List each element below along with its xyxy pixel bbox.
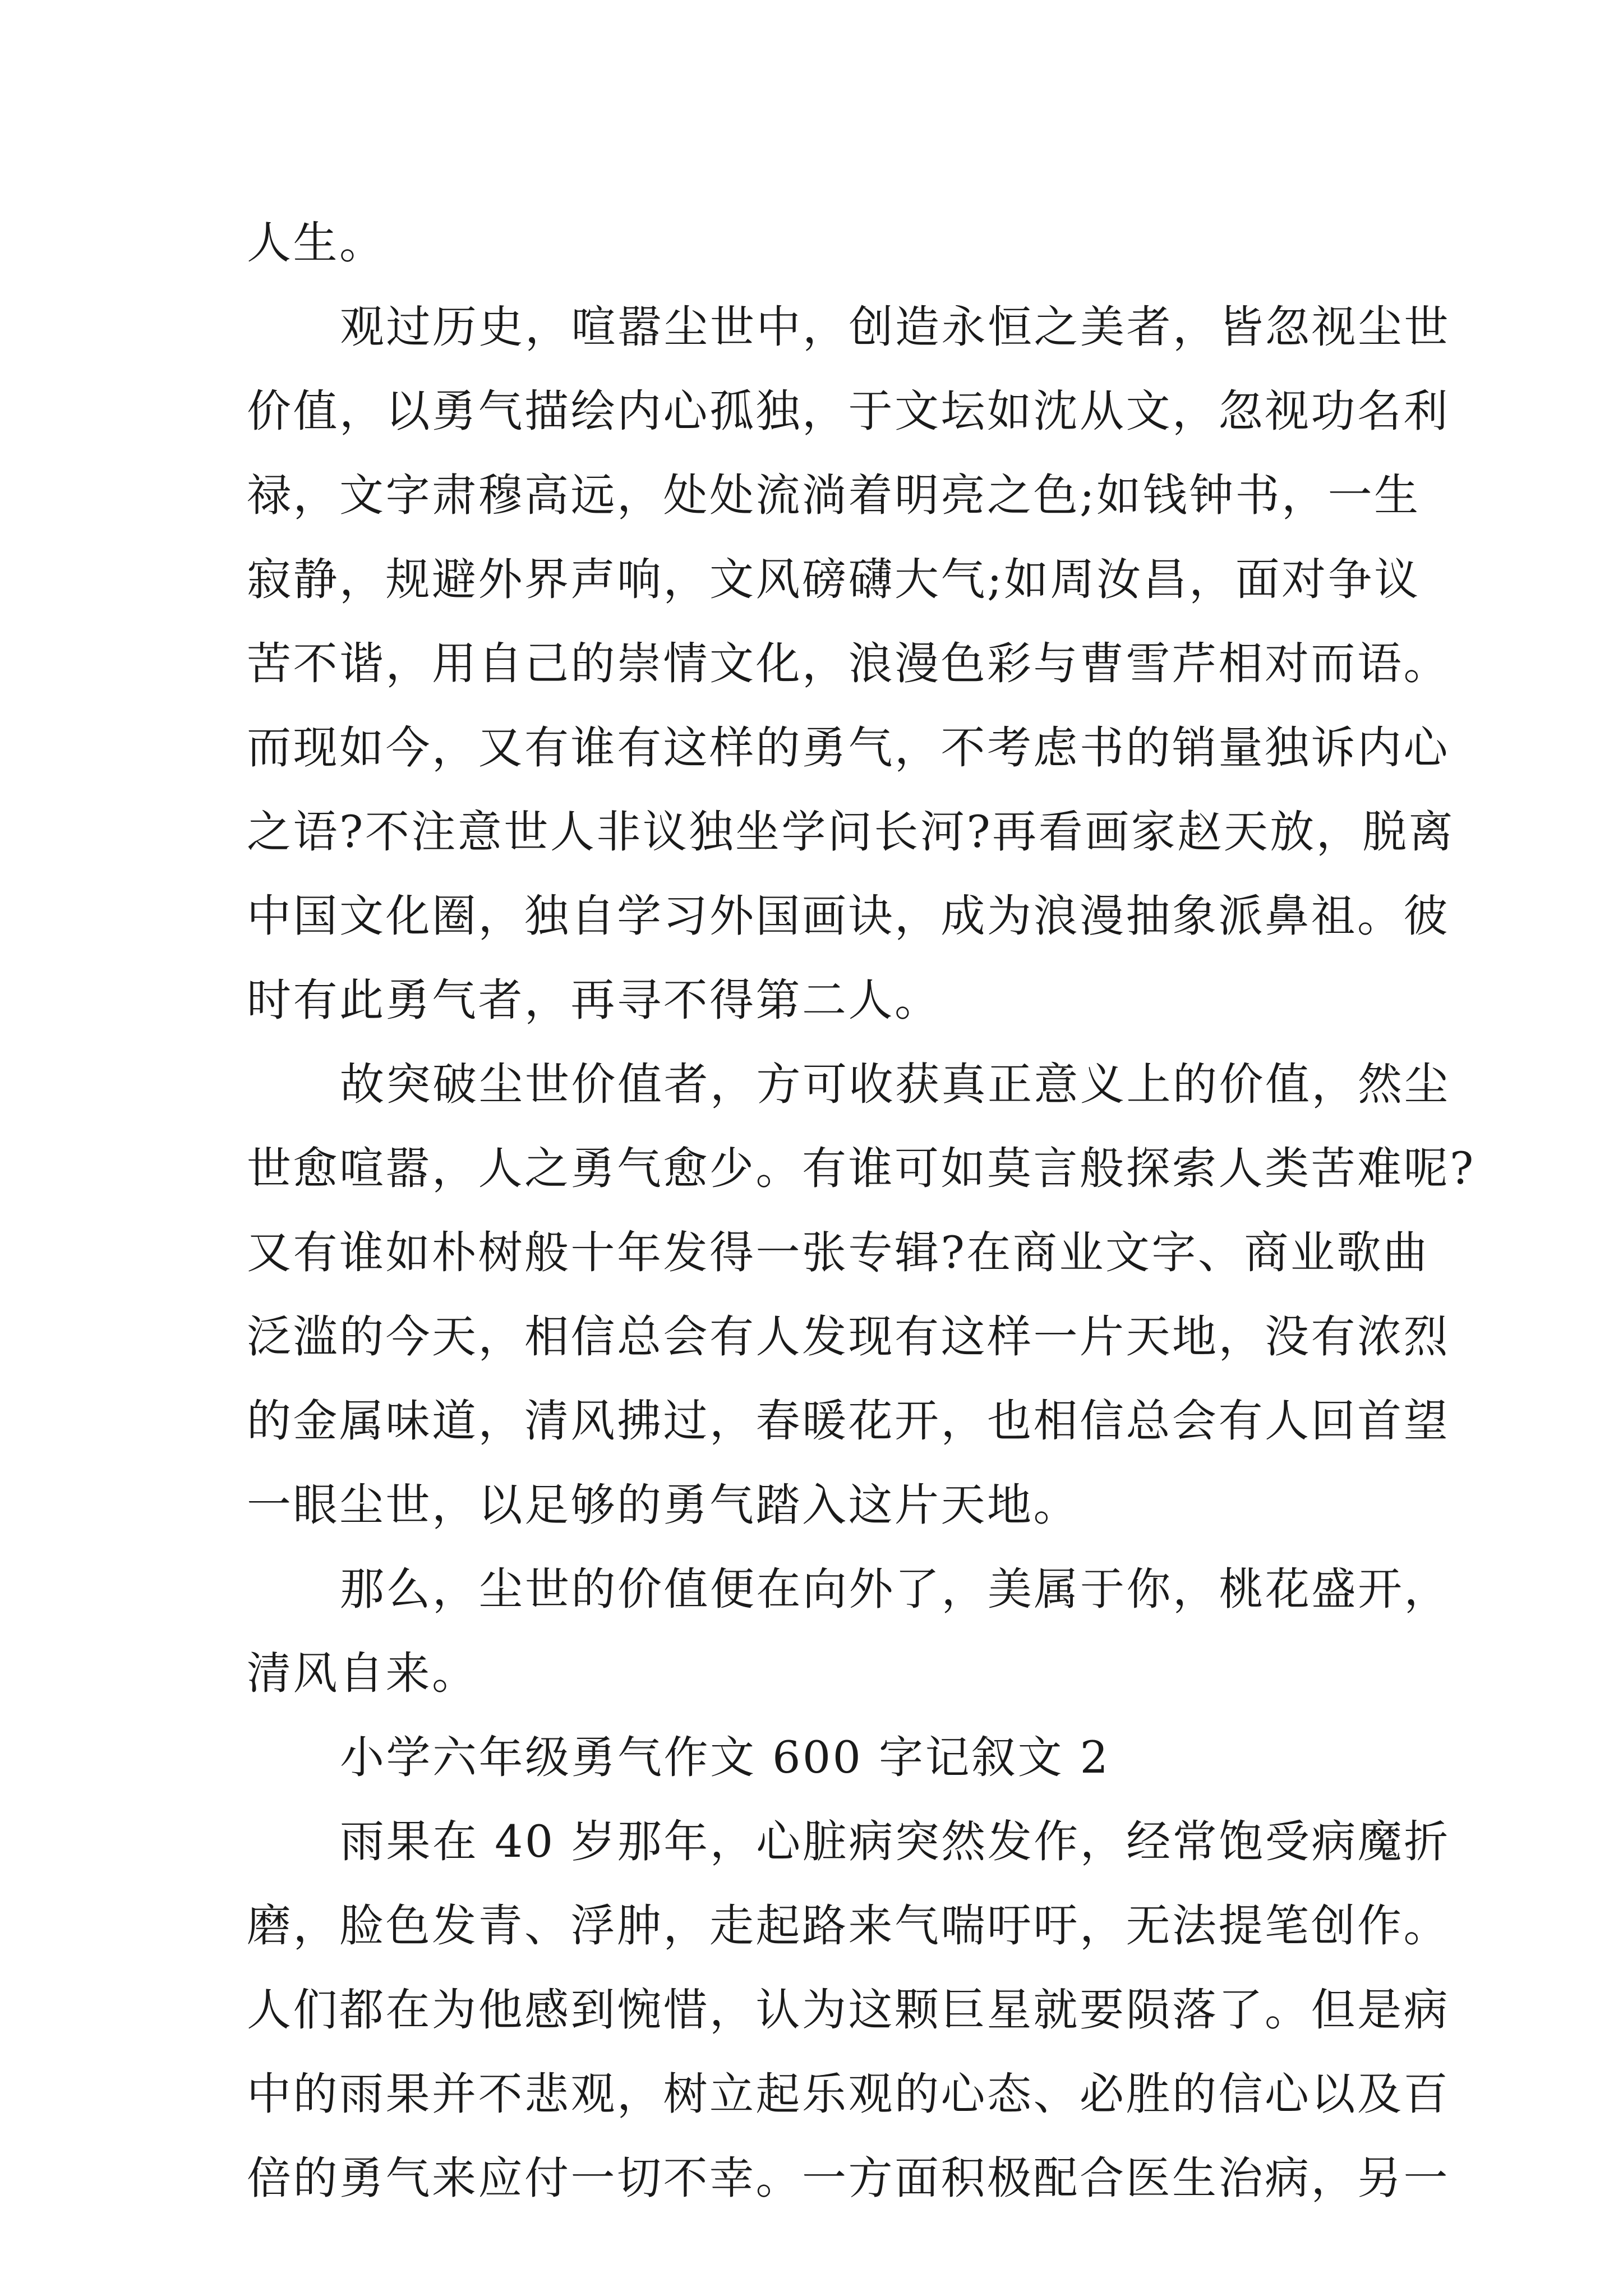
text-line: 苦不谐，用自己的崇情文化，浪漫色彩与曹雪芹相对而语。 xyxy=(247,638,1450,689)
text-line: 泛滥的今天，相信总会有人发现有这样一片天地，没有浓烈 xyxy=(247,1311,1450,1363)
text-line: 世愈喧嚣，人之勇气愈少。有谁可如莫言般探索人类苦难呢? xyxy=(247,1143,1476,1194)
text-line: 磨，脸色发青、浮肿，走起路来气喘吁吁，无法提笔创作。 xyxy=(247,1900,1450,1952)
text-line: 人生。 xyxy=(247,217,386,269)
text-line: 价值，以勇气描绘内心孤独，于文坛如沈从文，忽视功名利 xyxy=(247,385,1450,437)
paragraph-start-line: 那么，尘世的价值便在向外了，美属于你，桃花盛开， xyxy=(340,1563,1450,1615)
text-line: 的金属味道，清风拂过，春暖花开，也相信总会有人回首望 xyxy=(247,1395,1450,1447)
text-line: 一眼尘世，以足够的勇气踏入这片天地。 xyxy=(247,1479,1080,1531)
paragraph-start-line: 雨果在 40 岁那年，心脏病突然发作，经常饱受病魔折 xyxy=(340,1816,1450,1867)
document-body xyxy=(247,201,1476,2220)
text-line: 人们都在为他感到惋惜，认为这颗巨星就要陨落了。但是病 xyxy=(247,1984,1450,2036)
text-line: 而现如今，又有谁有这样的勇气，不考虑书的销量独诉内心 xyxy=(247,722,1450,774)
text-line: 中国文化圈，独自学习外国画诀，成为浪漫抽象派鼻祖。彼 xyxy=(247,890,1450,942)
text-line: 寂静，规避外界声响，文风磅礴大气;如周汝昌，面对争议 xyxy=(247,554,1421,605)
paragraph-start-line: 观过历史，喧嚣尘世中，创造永恒之美者，皆忽视尘世 xyxy=(340,301,1450,353)
text-line: 时有此勇气者，再寻不得第二人。 xyxy=(247,974,941,1026)
text-line: 清风自来。 xyxy=(247,1648,478,1699)
text-line: 中的雨果并不悲观，树立起乐观的心态、必胜的信心以及百 xyxy=(247,2068,1450,2120)
text-line: 又有谁如朴树般十年发得一张专辑?在商业文字、商业歌曲 xyxy=(247,1227,1430,1278)
text-line: 之语?不注意世人非议独坐学问长河?再看画家赵天放，脱离 xyxy=(247,806,1455,858)
section-heading: 小学六年级勇气作文 600 字记叙文 2 xyxy=(340,1732,1110,1783)
text-line: 禄，文字肃穆高远，处处流淌着明亮之色;如钱钟书，一生 xyxy=(247,470,1421,521)
text-line: 倍的勇气来应付一切不幸。一方面积极配合医生治病，另一 xyxy=(247,2152,1450,2204)
paragraph-start-line: 故突破尘世价值者，方可收获真正意义上的价值，然尘 xyxy=(340,1059,1450,1110)
